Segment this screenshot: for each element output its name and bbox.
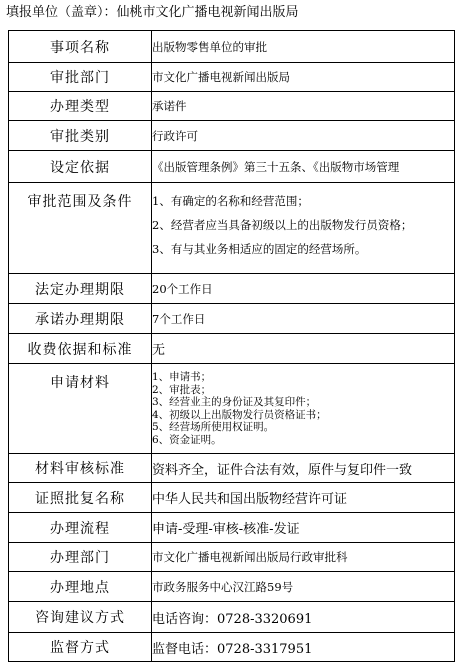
statutory-period-value: 20个工作日 <box>152 274 455 304</box>
table-row <box>9 543 455 572</box>
approval-category-label: 审批类别 <box>9 121 152 151</box>
certificate-name-label: 证照批复名称 <box>9 483 152 513</box>
consult-label: 咨询建议方式 <box>9 602 152 633</box>
table-row <box>9 513 455 543</box>
table-row <box>9 121 455 151</box>
conditions-value <box>152 183 455 274</box>
table-row <box>9 483 455 513</box>
material-item: 2、审批表； <box>152 383 212 396</box>
review-standard-label: 材料审核标准 <box>9 454 152 483</box>
table-row <box>9 454 455 483</box>
location-value: 市政务服务中心汉江路59号 <box>152 572 455 602</box>
approval-category-value: 行政许可 <box>152 121 455 151</box>
process-label: 办理流程 <box>9 513 152 543</box>
conditions-label: 审批范围及条件 <box>9 183 152 274</box>
process-value: 申请-受理-审核-核准-发证 <box>152 513 455 543</box>
handling-dept-label: 办理部门 <box>9 543 152 572</box>
material-item: 3、经营业主的身份证及其复印件； <box>152 396 317 408</box>
table-row <box>9 633 455 662</box>
review-standard-value: 资料齐全，证件合法有效，原件与复印件一致 <box>152 454 455 483</box>
condition-item: 1、有确定的名称和经营范围； <box>152 194 309 208</box>
material-item: 5、经营场所使用权证明。 <box>152 421 275 433</box>
supervision-value: 监督电话：0728-3317951 <box>152 633 455 662</box>
promised-period-value: 7个工作日 <box>152 304 455 334</box>
material-item: 6、资金证明。 <box>152 433 222 446</box>
condition-item: 2、经营者应当具备初级以上的出版物发行员资格； <box>152 218 413 232</box>
handling-dept-value: 市文化广播电视新闻出版局行政审批科 <box>152 543 455 572</box>
certificate-name-value: 中华人民共和国出版物经营许可证 <box>152 483 455 513</box>
table-row <box>9 274 455 304</box>
materials-label: 申请材料 <box>9 364 152 454</box>
legal-basis-value: 《出版管理条例》第三十五条、《出版物市场管理 <box>152 151 455 183</box>
table-row <box>9 304 455 334</box>
condition-item: 3、有与其业务相适应的固定的经营场所。 <box>152 242 367 256</box>
approval-info-table <box>8 30 455 662</box>
legal-basis-label: 设定依据 <box>9 151 152 183</box>
table-row <box>9 151 455 183</box>
table-row <box>9 63 455 92</box>
reporting-unit-header: 填报单位（盖章）：仙桃市文化广播电视新闻出版局 <box>6 5 299 20</box>
material-item: 1、申请书； <box>152 371 212 383</box>
approval-dept-value: 市文化广播电视新闻出版局 <box>152 63 455 92</box>
supervision-label: 监督方式 <box>9 633 152 662</box>
promised-period-label: 承诺办理期限 <box>9 304 152 334</box>
table-row <box>9 31 455 63</box>
item-name-label: 事项名称 <box>9 31 152 63</box>
table-row <box>9 572 455 602</box>
material-item: 4、初级以上出版物发行员资格证书； <box>152 408 327 421</box>
handling-type-label: 办理类型 <box>9 92 152 121</box>
materials-value <box>152 364 455 454</box>
handling-type-value: 承诺件 <box>152 92 455 121</box>
table-row <box>9 183 455 274</box>
table-row <box>9 602 455 633</box>
approval-dept-label: 审批部门 <box>9 63 152 92</box>
item-name-value: 出版物零售单位的审批 <box>152 31 455 63</box>
fee-basis-label: 收费依据和标准 <box>9 334 152 364</box>
location-label: 办理地点 <box>9 572 152 602</box>
table-row <box>9 364 455 454</box>
table-row <box>9 334 455 364</box>
fee-basis-value: 无 <box>152 334 455 364</box>
consult-value: 电话咨询：0728-3320691 <box>152 602 455 633</box>
statutory-period-label: 法定办理期限 <box>9 274 152 304</box>
table-row <box>9 92 455 121</box>
